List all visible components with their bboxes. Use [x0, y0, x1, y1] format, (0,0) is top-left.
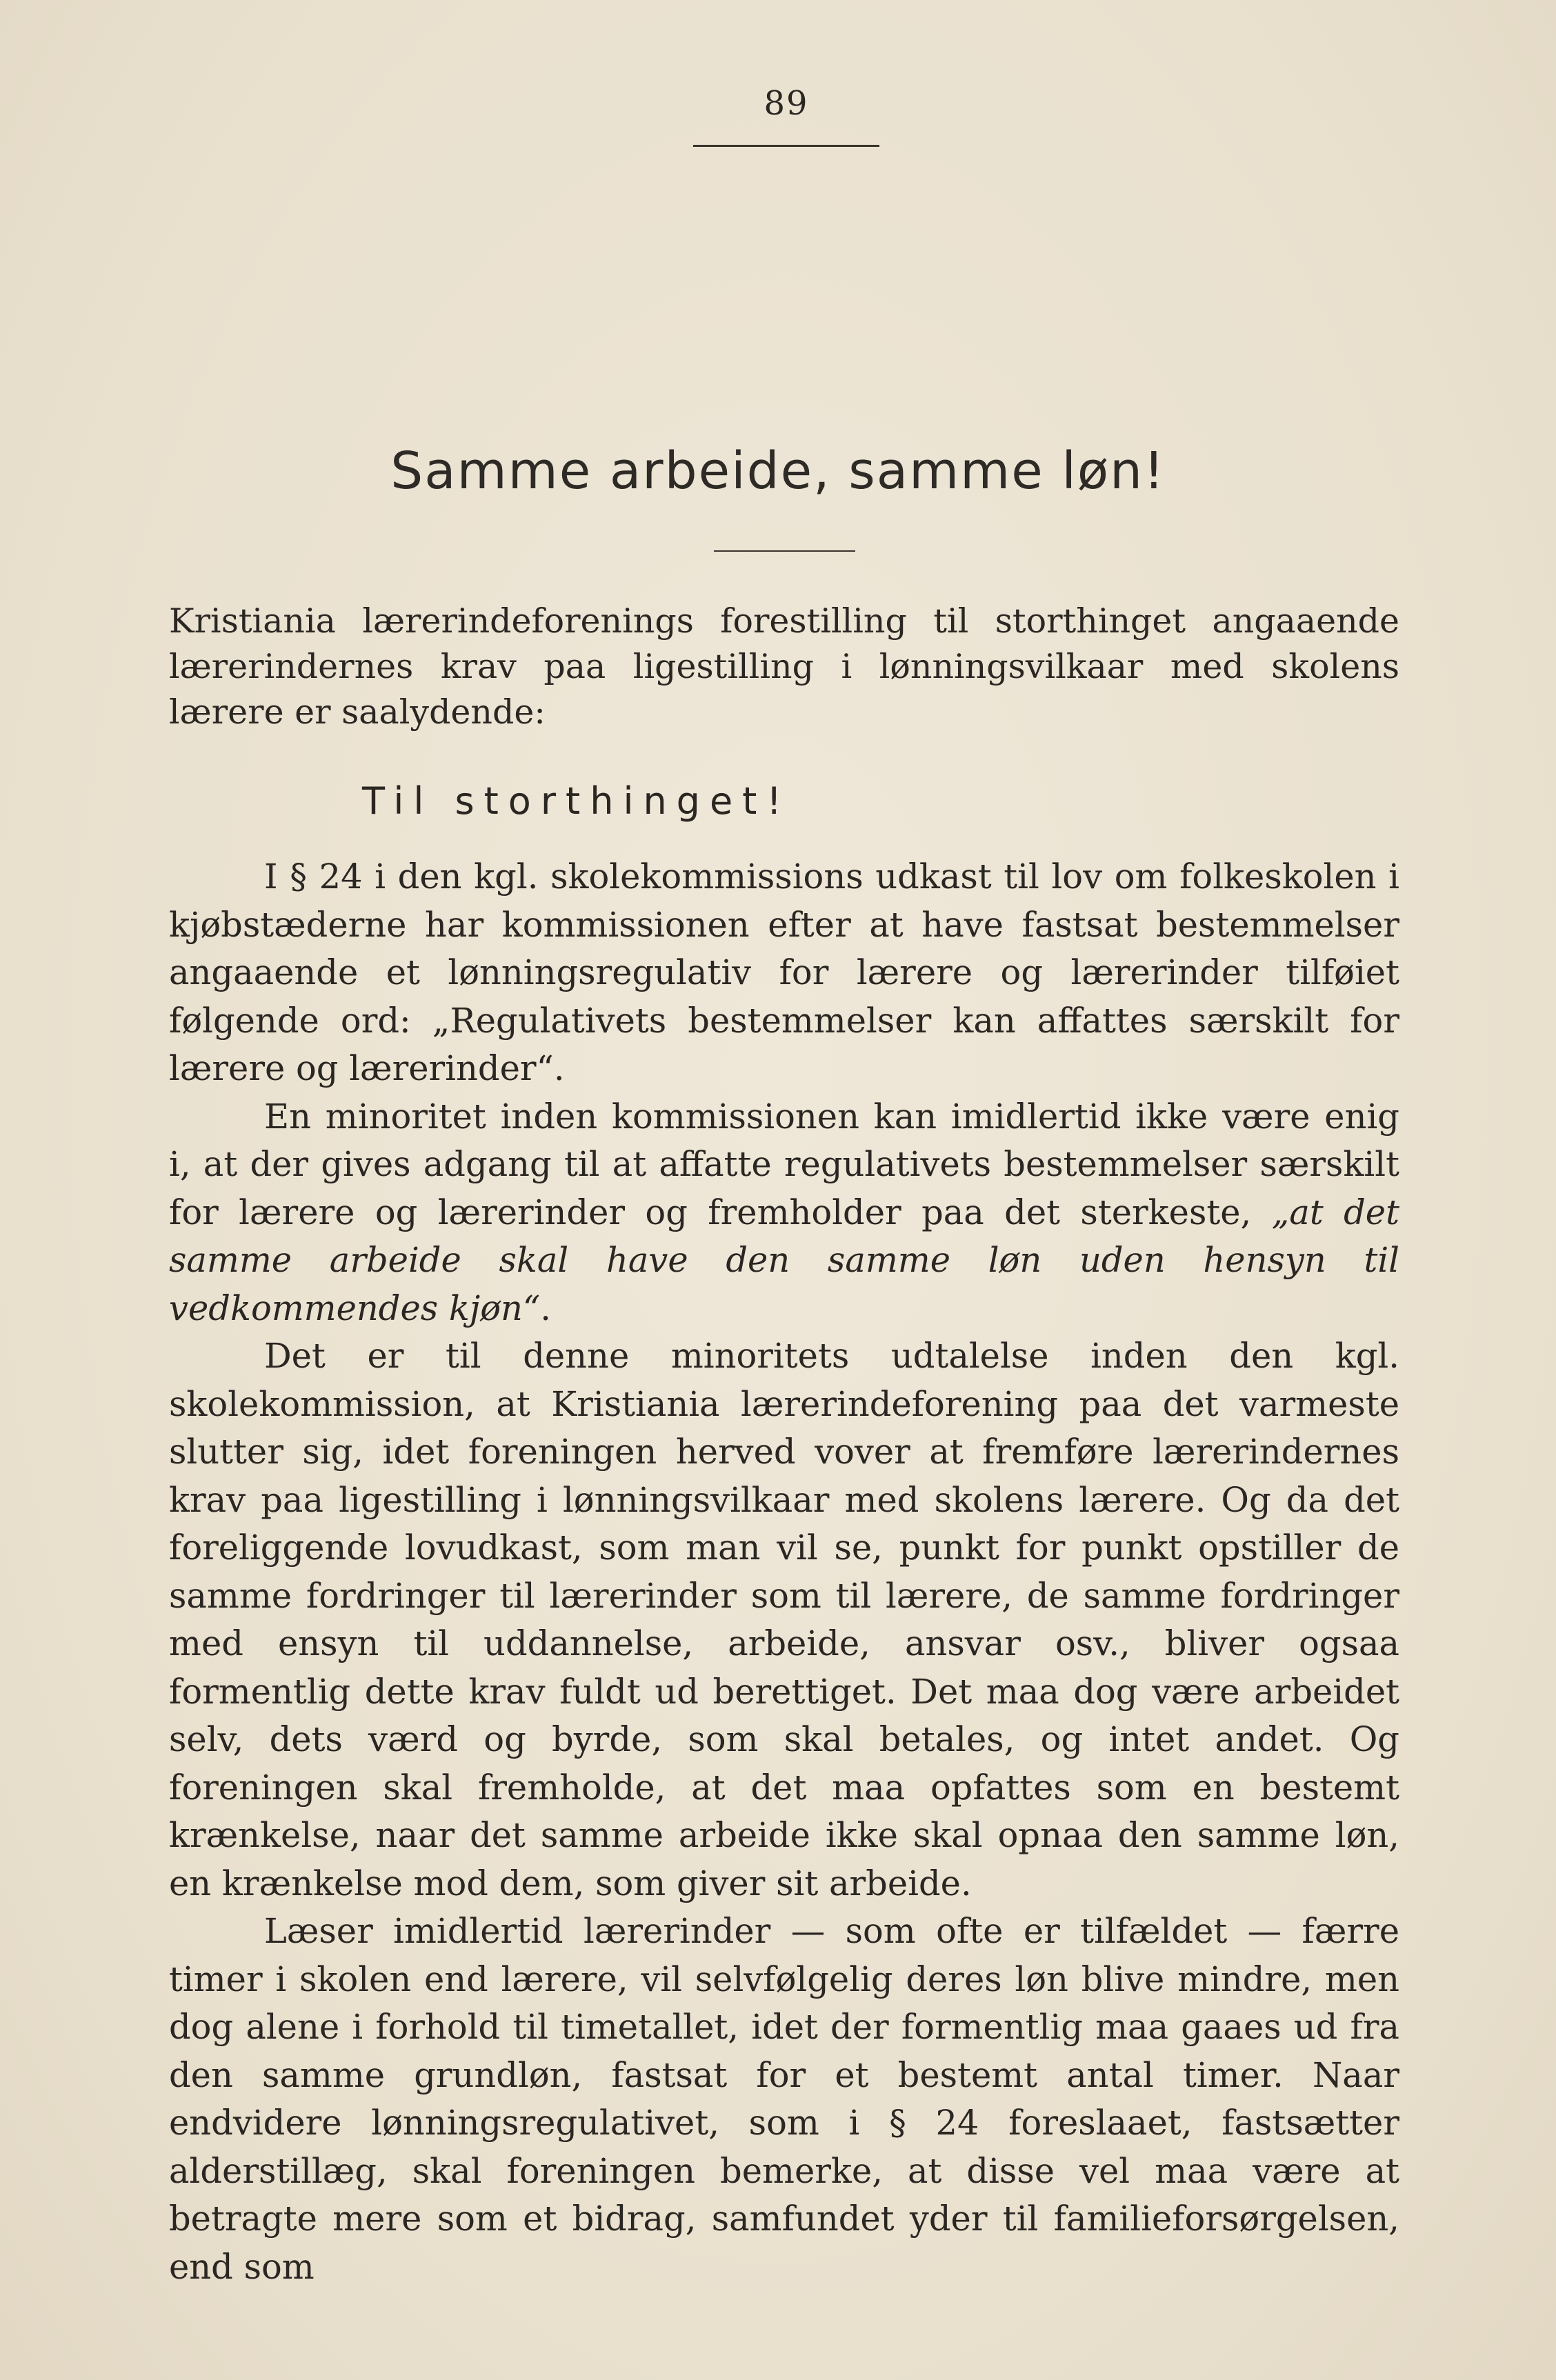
paragraph-4: Læser imidlertid lærerinder — som ofte er tilfældet — færre timer i skolen end lærere, vil selvfølgelig deres løn blive mindre, men dog alene i forhold til timetallet, idet der formentlig maa gaaes ud fra den samme grundløn, fastsat for et bestemt antal timer. Naar endvidere lønningsregulativet, som i § 24 foreslaaet, fastsætter alderstillæg, skal foreningen bemerke, at disse vel maa være at betragte mere som et bidrag, samfundet yder til familieforsørgelsen, end som	[169, 1911, 1399, 2287]
letter-body	[169, 853, 1399, 2291]
paragraph-2-end: .	[540, 1288, 551, 1328]
paragraph-2-text: En minoritet inden kommissionen kan imidlertid ikke være enig i, at der gives adgang til at affatte regulativets bestemmelser særskilt for lærere og lærerinder og fremholder paa det sterkeste,	[169, 1096, 1399, 1232]
paragraph-3: Det er til denne minoritets udtalelse inden den kgl. skolekommission, at Kristiania lærerindeforening paa det varmeste slutter sig, idet foreningen herved vover at fremføre lærerindernes krav paa ligestilling i lønningsvilkaar med skolens lærere. Og da det foreliggende lovudkast, som man vil se, punkt for punkt opstiller de samme fordringer til lærerinder som til lærere, de samme fordringer med ensyn til uddannelse, arbeide, ansvar osv., bliver ogsaa formentlig dette krav fuldt ud berettiget. Det maa dog være arbeidet selv, dets værd og byrde, som skal betales, og intet andet. Og foreningen skal fremholde, at det maa opfattes som en bestemt krænkelse, naar det samme arbeide ikke skal opnaa den samme løn, en krænkelse mod dem, som giver sit arbeide.	[169, 1336, 1399, 1903]
italic-quote: „at det samme arbeide skal have den samme løn uden hensyn til vedkommendes kjøn“	[169, 1192, 1399, 1328]
title-divider	[714, 550, 855, 552]
intro-paragraph: Kristiania lærerindeforenings forestilling til storthinget angaaende lærerindernes krav paa ligestilling i lønningsvilkaar med skolens lærere er saalydende:	[169, 601, 1399, 732]
page-number: 89	[764, 84, 809, 123]
salutation: Til storthinget!	[362, 779, 791, 823]
article-title: Samme arbeide, samme løn!	[390, 441, 1166, 501]
paragraph-1: I § 24 i den kgl. skolekommissions udkast til lov om folkeskolen i kjøbstæderne har kommissionen efter at have fastsat bestemmelser angaaende et lønningsregulativ for lærere og lærerinder tilføiet følgende ord: „Regulativets bestemmelser kan affattes særskilt for lærere og lærerinder“.	[169, 857, 1399, 1088]
paragraph-2	[169, 1093, 1399, 1333]
header-rule	[693, 145, 879, 147]
